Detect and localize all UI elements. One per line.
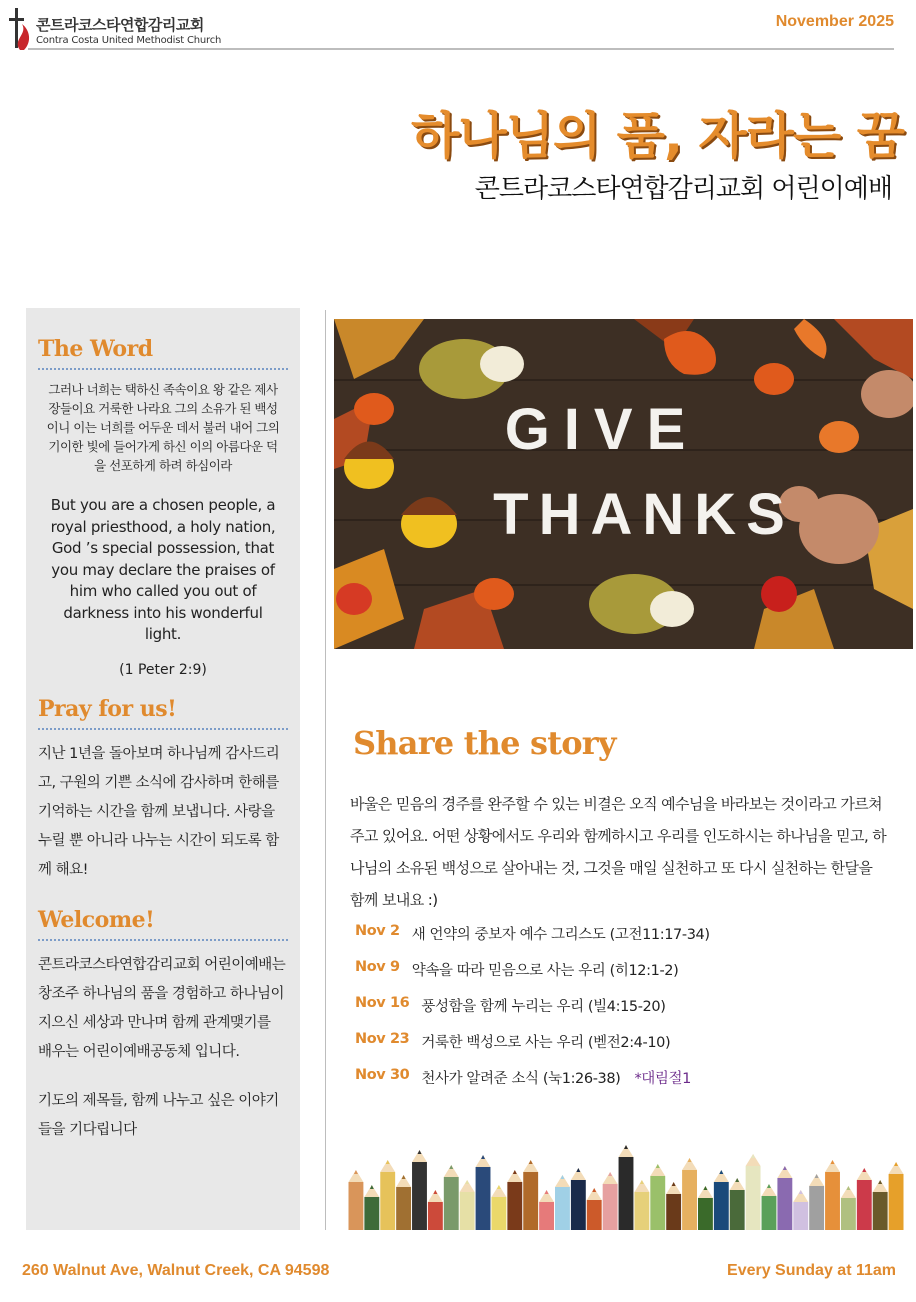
schedule-topic: 약속을 따라 믿음으로 사는 우리 (히12:1-2) [411,963,679,979]
pencil [476,1155,491,1230]
pencil [444,1165,459,1230]
pencil [555,1175,570,1230]
column-divider [325,310,326,1230]
schedule-date: Nov 23 [355,1031,410,1047]
page-title: 하나님의 품, 자라는 꿈 [411,107,904,165]
pencil [873,1180,888,1230]
pencil [507,1170,522,1230]
share-story-heading: Share the story [353,724,616,762]
pencil [539,1190,554,1230]
pencil [349,1170,364,1230]
cross-and-flame-icon [6,6,32,50]
service-time: Every Sunday at 11am [727,1262,896,1279]
schedule-topic: 거룩한 백성으로 사는 우리 (벧전2:4-10) [421,1035,671,1051]
schedule-date: Nov 9 [355,959,400,975]
logo-english-name: Contra Costa United Methodist Church [36,35,222,46]
thanks-text: THANKS [493,482,795,547]
header-divider [28,48,894,50]
pencil [746,1154,761,1230]
pencil [841,1186,856,1230]
list-item [355,1031,895,1067]
pencil [428,1190,443,1230]
verse-korean: 그러나 너희는 택하신 족속이요 왕 같은 제사장들이요 거룩한 나라요 그의 소유가 된 백성이니 이는 너희를 어두운 데서 불러 내어 그의 기이한 빛에 들어가게 하신 이의 아름다운 덕을 선포하게 하려 하심이라 [46,382,280,473]
schedule-list [355,923,895,1103]
list-item [355,959,895,995]
pencil [762,1184,777,1230]
pencil [666,1182,681,1230]
schedule-topic: 풍성함을 함께 누리는 우리 (빌4:15-20) [421,999,666,1015]
give-thanks-illustration [334,319,913,649]
pencil [491,1185,506,1230]
pencil [634,1180,649,1230]
pencil [380,1160,395,1230]
list-item [355,995,895,1031]
church-address: 260 Walnut Ave, Walnut Creek, CA 94598 [22,1262,330,1279]
pencil [809,1174,824,1230]
pencil [364,1185,379,1230]
pencil [523,1160,538,1230]
pray-text: 지난 1년을 돌아보며 하나님께 감사드리고, 구원의 기쁜 소식에 감사하며 한해를 기억하는 시간을 함께 보냅니다. 사랑을 누릴 뿐 아니라 나누는 시간이 되도록 함께 해요! [38,745,280,878]
church-logo [6,6,236,50]
verse-english: But you are a chosen people, a royal priesthood, a holy nation, God ’s special possession, that you may declare the praises of him who called you out of darkness into his wonderful light. [50,496,276,643]
pencil [587,1188,602,1230]
issue-date: November 2025 [775,13,894,30]
share-story-text: 바울은 믿음의 경주를 완주할 수 있는 비결은 오직 예수님을 바라보는 것이라고 가르쳐 주고 있어요. 어떤 상황에서도 우리와 함께하시고 우리를 인도하시는 하나님을 믿고, 하나님의 소유된 백성으로 살아내는 것, 그것을 매일 실천하고 또 다시 실천하는 한달을 함께 보내요 :) [350,795,887,909]
pencil [793,1190,808,1230]
sidebar [26,308,300,1230]
pencil [396,1175,411,1230]
pencil [571,1168,586,1230]
pencil [857,1168,872,1230]
logo-korean-name: 콘트라코스타연합감리교회 [36,16,204,34]
welcome-text: 콘트라코스타연합감리교회 어린이예배는 창조주 하나님의 품을 경험하고 하나님이 지으신 세상과 만나며 함께 관계맺기를 배우는 어린이예배공동체 입니다. [38,956,286,1060]
pencil [825,1160,840,1230]
pencil [714,1170,729,1230]
pencil [603,1172,618,1230]
dotted-divider [38,728,288,730]
schedule-topic: 천사가 알려준 소식 (눅1:26-38) [421,1071,621,1087]
welcome-text-2: 기도의 제목들, 함께 나누고 싶은 이야기들을 기다립니다 [38,1092,279,1138]
colored-pencils-decoration [348,1140,904,1230]
list-item [355,1067,895,1103]
dotted-divider [38,939,288,941]
pencil [698,1186,713,1230]
list-item [355,923,895,959]
pencil [777,1166,792,1230]
verse-reference: (1 Peter 2:9) [119,661,207,678]
pencil [682,1158,697,1230]
schedule-date: Nov 30 [355,1067,410,1083]
pencil [460,1180,475,1230]
pencil [650,1164,665,1230]
pray-heading: Pray for us! [38,695,177,722]
pencil [619,1145,634,1230]
welcome-heading: Welcome! [38,906,155,933]
advent-note: *대림절1 [634,1071,691,1087]
schedule-topic: 새 언약의 중보자 예수 그리스도 (고전11:17-34) [411,927,710,943]
give-thanks-image [334,319,913,649]
page-subtitle: 콘트라코스타연합감리교회 어린이예배 [474,174,892,204]
the-word-heading: The Word [38,336,153,362]
pencil [412,1150,427,1230]
schedule-date: Nov 16 [355,995,410,1011]
pencil [889,1162,904,1230]
dotted-divider [38,368,288,370]
pencil [730,1178,745,1230]
give-text: GIVE [504,397,700,462]
schedule-date: Nov 2 [355,923,400,939]
